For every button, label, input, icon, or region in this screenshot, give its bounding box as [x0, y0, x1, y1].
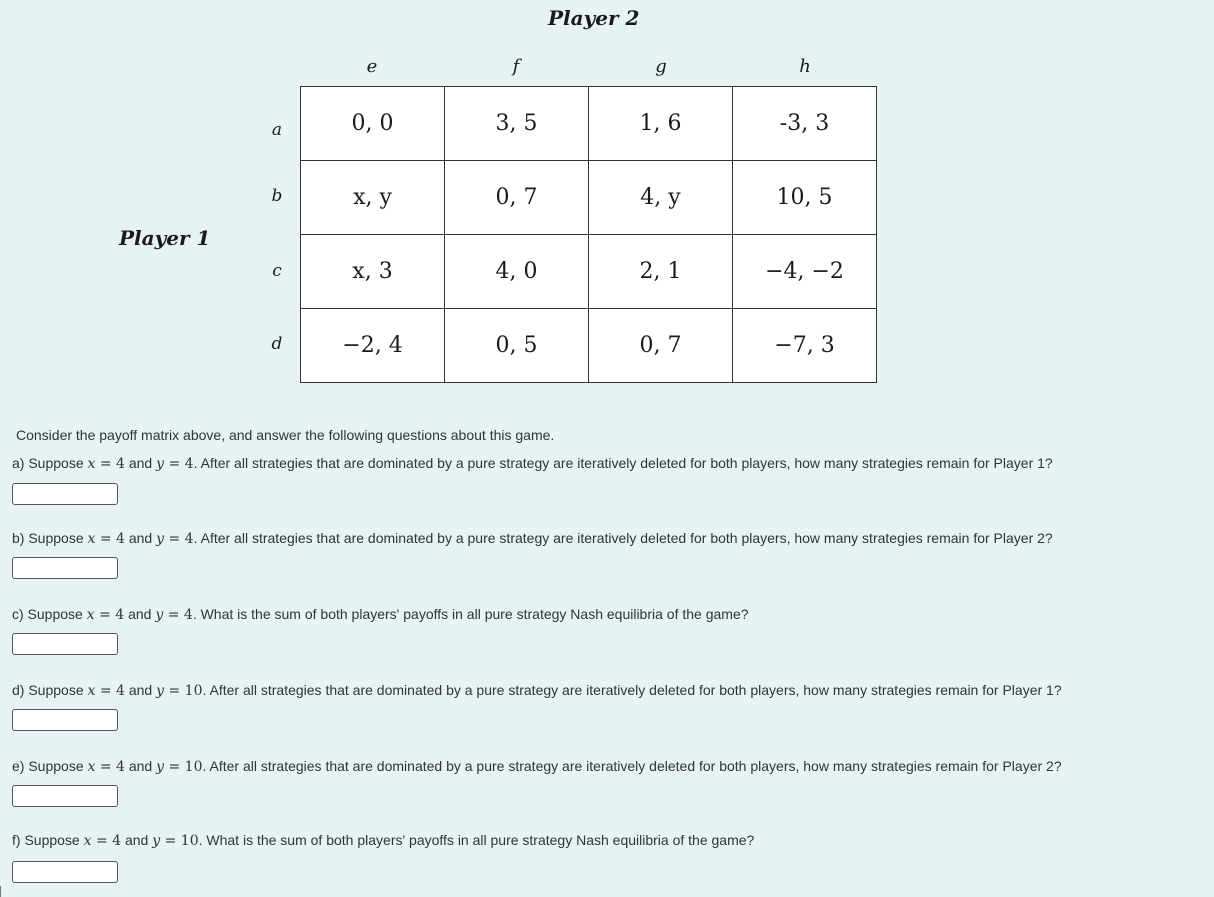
answer-input-b[interactable]	[12, 557, 118, 579]
math-expression: y = 4	[156, 531, 194, 547]
question-prefix: d) Suppose	[12, 682, 88, 698]
matrix-row-a	[301, 87, 877, 161]
math-expression: y = 10	[156, 759, 203, 775]
math-expression: x = 4	[87, 531, 125, 547]
matrix-row-b	[301, 161, 877, 235]
matrix-cell: −7, 3	[733, 309, 877, 383]
row-label-c: c	[272, 261, 282, 281]
question-a: a) Suppose x = 4 and y = 4. After all strategies that are dominated by a pure strategy are iteratively deleted for both players, how many strategies remain for Player 1?	[12, 455, 1053, 472]
math-expression: x = 4	[83, 833, 122, 849]
question-text: . What is the sum of both players' payoffs in all pure strategy Nash equilibria of the game?	[192, 606, 749, 622]
row-label-b: b	[271, 186, 283, 206]
matrix-cell: 3, 5	[445, 87, 589, 161]
math-expression: y = 4	[155, 607, 193, 623]
question-b: b) Suppose x = 4 and y = 4. After all strategies that are dominated by a pure strategy are iteratively deleted for both players, how many strategies remain for Player 2?	[12, 530, 1053, 547]
matrix-cell: 0, 7	[445, 161, 589, 235]
question-text: . What is the sum of both players' payoffs in all pure strategy Nash equilibria of the game?	[198, 832, 755, 848]
math-expression: x = 4	[87, 683, 125, 699]
matrix-cell: 0, 0	[301, 87, 445, 161]
payoff-matrix	[300, 86, 877, 383]
math-expression: y = 10	[156, 683, 203, 699]
matrix-cell: 0, 7	[589, 309, 733, 383]
question-text: . After all strategies that are dominated by a pure strategy are iteratively deleted for both players, how many strategies remain for Player 1?	[193, 455, 1053, 471]
question-text: . After all strategies that are dominated by a pure strategy are iteratively deleted for both players, how many strategies remain for Player 2?	[202, 758, 1062, 774]
row-label-d: d	[271, 334, 283, 354]
column-label-e: e	[366, 56, 378, 77]
matrix-cell: x, y	[301, 161, 445, 235]
question-text: . After all strategies that are dominated by a pure strategy are iteratively deleted for both players, how many strategies remain for Player 1?	[202, 682, 1062, 698]
math-expression: y = 4	[156, 456, 194, 472]
question-prefix: c) Suppose	[12, 606, 87, 622]
matrix-cell: 2, 1	[589, 235, 733, 309]
math-expression: x = 4	[87, 456, 125, 472]
player2-title: Player 2	[548, 6, 640, 30]
math-expression: x = 4	[86, 607, 125, 623]
matrix-cell: 4, 0	[445, 235, 589, 309]
matrix-cell: −4, −2	[733, 235, 877, 309]
answer-input-d[interactable]	[12, 709, 118, 731]
answer-input-a[interactable]	[12, 483, 118, 505]
matrix-cell: x, 3	[301, 235, 445, 309]
math-expression: y = 10	[152, 833, 199, 849]
answer-input-c[interactable]	[12, 633, 118, 655]
question-prefix: e) Suppose	[12, 758, 88, 774]
answer-input-f[interactable]	[12, 861, 118, 883]
matrix-cell: −2, 4	[301, 309, 445, 383]
player1-title: Player 1	[119, 226, 211, 250]
matrix-cell: 10, 5	[733, 161, 877, 235]
matrix-row-c	[301, 235, 877, 309]
question-f: f) Suppose x = 4 and y = 10. What is the sum of both players' payoffs in all pure strategy Nash equilibria of the game?	[12, 832, 755, 849]
question-prefix: a) Suppose	[12, 455, 88, 471]
column-label-g: g	[655, 56, 667, 77]
page-edge-mark	[0, 886, 1, 897]
column-label-f: f	[512, 56, 520, 77]
question-d: d) Suppose x = 4 and y = 10. After all strategies that are dominated by a pure strategy are iteratively deleted for both players, how many strategies remain for Player 1?	[12, 682, 1062, 699]
column-label-h: h	[799, 56, 811, 77]
question-e: e) Suppose x = 4 and y = 10. After all strategies that are dominated by a pure strategy are iteratively deleted for both players, how many strategies remain for Player 2?	[12, 758, 1062, 775]
matrix-cell: 4, y	[589, 161, 733, 235]
math-expression: x = 4	[87, 759, 125, 775]
matrix-row-d	[301, 309, 877, 383]
question-text: . After all strategies that are dominated by a pure strategy are iteratively deleted for both players, how many strategies remain for Player 2?	[193, 530, 1053, 546]
matrix-cell: 0, 5	[445, 309, 589, 383]
matrix-cell: 1, 6	[589, 87, 733, 161]
row-label-a: a	[271, 120, 283, 140]
question-prefix: b) Suppose	[12, 530, 88, 546]
matrix-cell: -3, 3	[733, 87, 877, 161]
intro-text: Consider the payoff matrix above, and answer the following questions about this game.	[16, 427, 555, 443]
question-prefix: f) Suppose	[12, 832, 84, 848]
question-c: c) Suppose x = 4 and y = 4. What is the sum of both players' payoffs in all pure strategy Nash equilibria of the game?	[12, 606, 749, 623]
answer-input-e[interactable]	[12, 785, 118, 807]
